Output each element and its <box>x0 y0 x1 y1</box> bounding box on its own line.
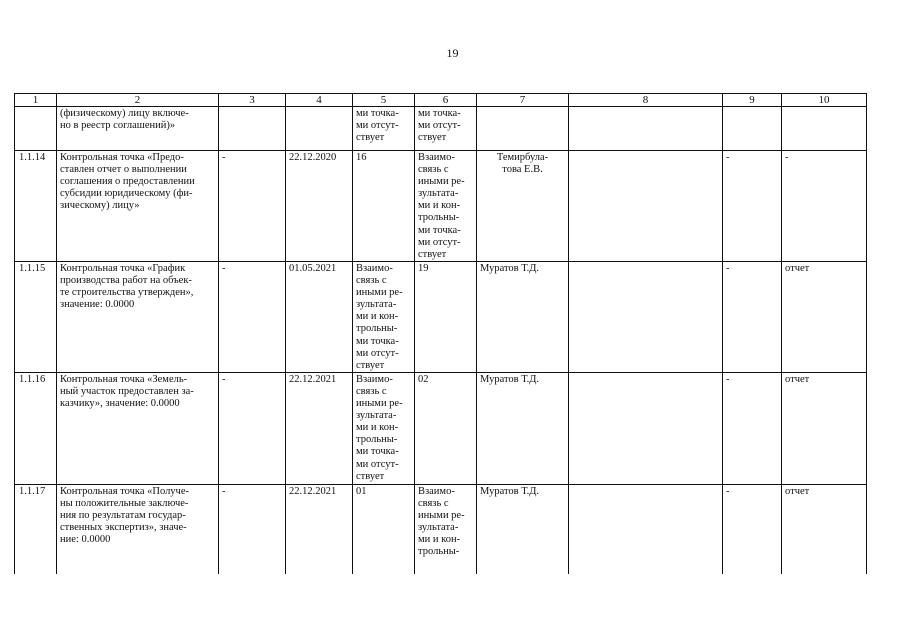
table-row <box>15 107 867 151</box>
table-row <box>15 262 867 373</box>
cell <box>569 372 723 484</box>
table-row <box>15 151 867 262</box>
row-number-cell: 1.1.16 <box>15 372 57 484</box>
cell: - <box>219 151 286 262</box>
cell <box>569 484 723 574</box>
date-cell: 22.12.2020 <box>286 151 353 262</box>
cell: - <box>782 151 867 262</box>
cell <box>782 107 867 151</box>
column-number-header-row <box>15 94 867 107</box>
column-header: 10 <box>782 94 867 107</box>
column-header: 8 <box>569 94 723 107</box>
description-cell: Контрольная точка «График производства работ на объек- те строительства утвержден», значение: 0.0000 <box>57 262 219 373</box>
column-header: 5 <box>353 94 415 107</box>
row-number-cell: 1.1.15 <box>15 262 57 373</box>
cell: 02 <box>415 372 477 484</box>
cell: ми точка- ми отсут- ствует <box>415 107 477 151</box>
cell: Взаимо- связь с иными ре- зультата- ми и кон- трольны- <box>415 484 477 574</box>
description-cell: Контрольная точка «Предо- ставлен отчет о выполнении соглашения о предоставлении субсидии юридическому (фи- зическому) лицу» <box>57 151 219 262</box>
date-cell: 01.05.2021 <box>286 262 353 373</box>
column-header: 6 <box>415 94 477 107</box>
cell: ми точка- ми отсут- ствует <box>353 107 415 151</box>
cell: 01 <box>353 484 415 574</box>
responsible-cell: Темирбула- това Е.В. <box>477 151 569 262</box>
page-number: 19 <box>446 46 459 60</box>
column-header: 2 <box>57 94 219 107</box>
cell: - <box>723 372 782 484</box>
cell: - <box>219 484 286 574</box>
cell <box>219 107 286 151</box>
cell <box>569 107 723 151</box>
date-cell: 22.12.2021 <box>286 372 353 484</box>
cell: - <box>219 372 286 484</box>
cell: Взаимо- связь с иными ре- зультата- ми и кон- трольны- ми точка- ми отсут- ствует <box>415 151 477 262</box>
date-cell <box>286 107 353 151</box>
description-cell: (физическому) лицу включе- но в реестр соглашений)» <box>57 107 219 151</box>
column-header: 4 <box>286 94 353 107</box>
column-header: 3 <box>219 94 286 107</box>
date-cell: 22.12.2021 <box>286 484 353 574</box>
responsible-cell <box>477 107 569 151</box>
cell <box>569 262 723 373</box>
cell <box>723 107 782 151</box>
column-header: 9 <box>723 94 782 107</box>
description-cell: Контрольная точка «Получе- ны положительные заключе- ния по результатам государ- ственных экспертиз», значе- ние: 0.0000 <box>57 484 219 574</box>
cell: - <box>723 484 782 574</box>
table-row <box>15 484 867 574</box>
cell: Взаимо- связь с иными ре- зультата- ми и кон- трольны- ми точка- ми отсут- ствует <box>353 262 415 373</box>
row-number-cell <box>15 107 57 151</box>
cell: Взаимо- связь с иными ре- зультата- ми и кон- трольны- ми точка- ми отсут- ствует <box>353 372 415 484</box>
column-header: 1 <box>15 94 57 107</box>
result-type-cell: отчет <box>782 484 867 574</box>
responsible-cell: Муратов Т.Д. <box>477 484 569 574</box>
table-row <box>15 372 867 484</box>
column-header: 7 <box>477 94 569 107</box>
cell <box>569 151 723 262</box>
result-type-cell: отчет <box>782 262 867 373</box>
cell: 16 <box>353 151 415 262</box>
cell: - <box>723 151 782 262</box>
responsible-cell: Муратов Т.Д. <box>477 262 569 373</box>
responsible-cell: Муратов Т.Д. <box>477 372 569 484</box>
description-cell: Контрольная точка «Земель- ный участок предоставлен за- казчику», значение: 0.0000 <box>57 372 219 484</box>
cell: - <box>219 262 286 373</box>
cell: - <box>723 262 782 373</box>
result-type-cell: отчет <box>782 372 867 484</box>
cell: 19 <box>415 262 477 373</box>
row-number-cell: 1.1.14 <box>15 151 57 262</box>
row-number-cell: 1.1.17 <box>15 484 57 574</box>
control-points-table <box>14 93 867 574</box>
